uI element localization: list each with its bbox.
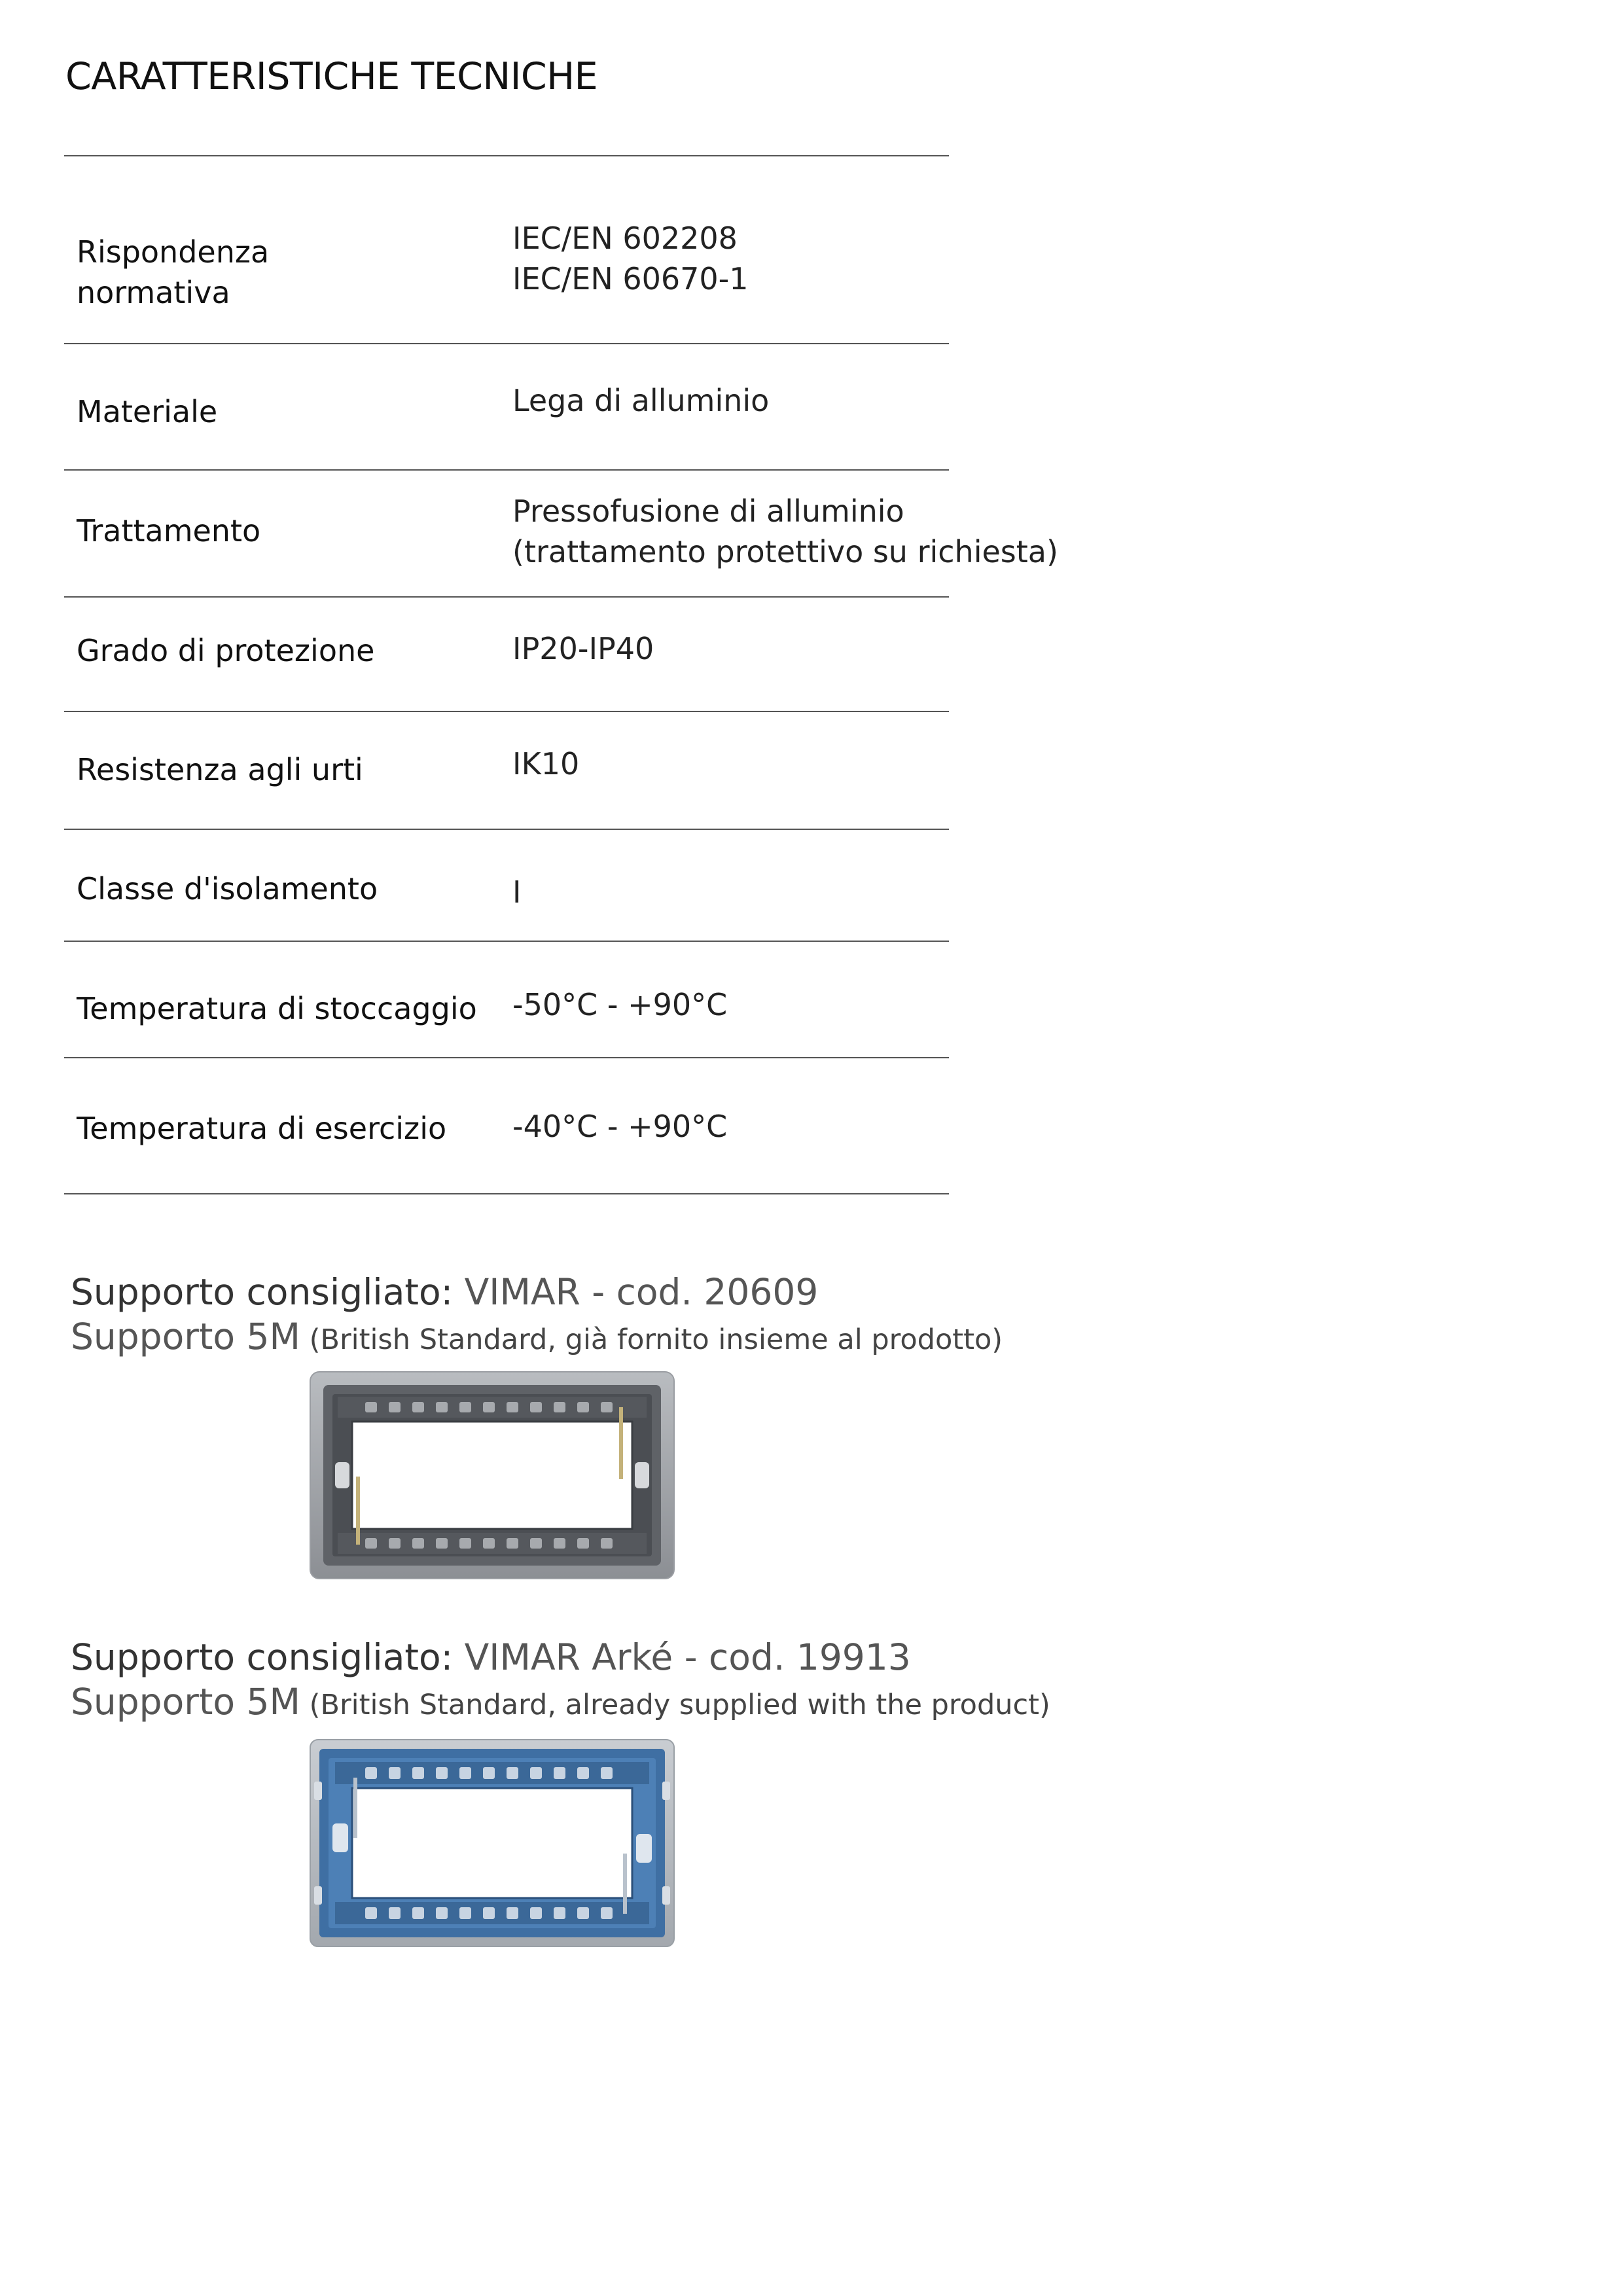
spec-label: [77, 232, 269, 313]
spec-label: [77, 1108, 446, 1149]
table-rule: [64, 1057, 949, 1058]
support-size: Supporto 5M: [71, 1316, 301, 1357]
spec-label: [77, 511, 260, 551]
table-rule: [64, 469, 949, 471]
spec-label-line: Temperatura di esercizio: [77, 1111, 447, 1146]
spec-value: [512, 872, 522, 912]
spec-value-line: -50°C - +90°C: [512, 987, 728, 1022]
support-title: [71, 1636, 911, 1678]
spec-label-line: Classe d'isolamento: [77, 871, 378, 906]
page-title: CARATTERISTICHE TECNICHE: [65, 55, 598, 98]
spec-label-line: Rispondenza: [77, 234, 270, 270]
support-code: VIMAR - cod. 20609: [464, 1271, 819, 1313]
support-title: [71, 1271, 818, 1313]
table-rule: [64, 155, 949, 156]
table-rule: [64, 1193, 949, 1194]
table-rule: [64, 343, 949, 344]
spec-label-line: Resistenza agli urti: [77, 752, 363, 787]
spec-value-line: IEC/EN 60670-1: [512, 261, 749, 296]
support-note: (British Standard, già fornito insieme al prodotto): [300, 1323, 1003, 1356]
spec-value-line: -40°C - +90°C: [512, 1109, 728, 1144]
spec-value-line: IP20-IP40: [512, 631, 654, 666]
spec-value: [512, 1106, 727, 1147]
spec-value-line: Lega di alluminio: [512, 383, 770, 418]
spec-value: [512, 628, 654, 669]
spec-label: [77, 630, 374, 671]
support-subtitle: [71, 1316, 1003, 1357]
spec-value-line: Pressofusione di alluminio: [512, 493, 904, 529]
spec-label: [77, 869, 378, 909]
spec-label-line: Temperatura di stoccaggio: [77, 991, 477, 1026]
spec-label: [77, 988, 477, 1029]
support-note: (British Standard, already supplied with the product): [300, 1689, 1050, 1721]
spec-label-line: Grado di protezione: [77, 633, 375, 668]
support-size: Supporto 5M: [71, 1681, 301, 1723]
spec-value: [512, 218, 749, 299]
spec-value: [512, 380, 769, 421]
spec-value-line: IK10: [512, 746, 580, 781]
table-rule: [64, 596, 949, 598]
spec-label: [77, 391, 217, 432]
spec-label-line: Trattamento: [77, 513, 261, 548]
support-subtitle: [71, 1681, 1050, 1723]
table-rule: [64, 711, 949, 712]
spec-label: [77, 749, 363, 790]
spec-label-line: Materiale: [77, 394, 218, 429]
support-code: VIMAR Arké - cod. 19913: [464, 1636, 911, 1678]
spec-value: [512, 491, 1058, 572]
spec-value: [512, 744, 579, 784]
table-rule: [64, 941, 949, 942]
support-prefix: Supporto consigliato:: [71, 1271, 465, 1313]
spec-value: [512, 984, 727, 1025]
support-prefix: Supporto consigliato:: [71, 1636, 465, 1678]
spec-value-line: I: [512, 874, 522, 910]
table-rule: [64, 829, 949, 830]
spec-value-line: IEC/EN 602208: [512, 221, 738, 256]
blue-support-frame-image: [309, 1738, 675, 1948]
spec-label-line: normativa: [77, 275, 230, 310]
grey-support-frame-image: [309, 1371, 675, 1580]
spec-value-line: (trattamento protettivo su richiesta): [512, 534, 1058, 569]
